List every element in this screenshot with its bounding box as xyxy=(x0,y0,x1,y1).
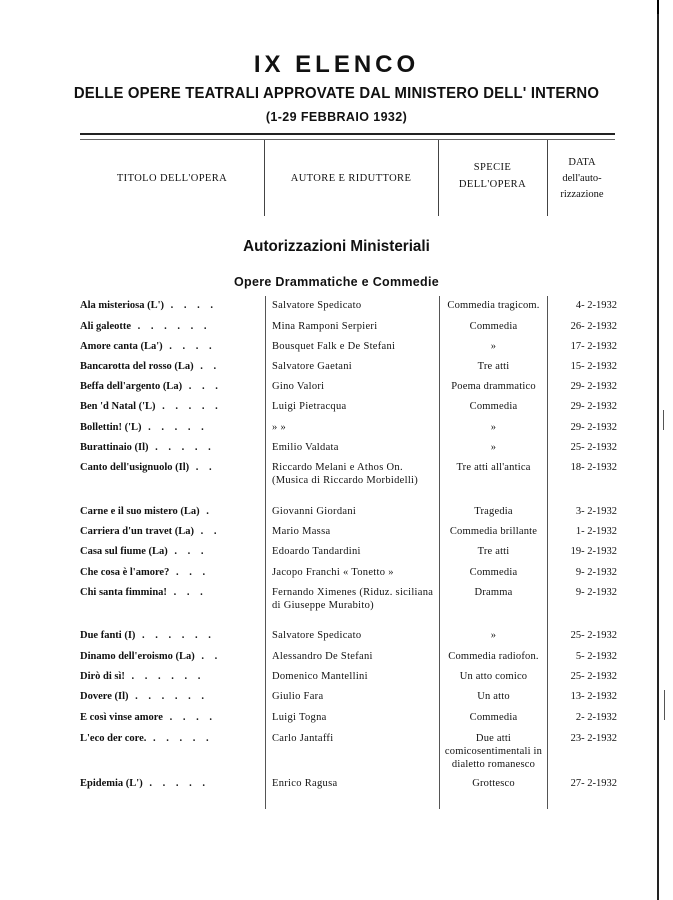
entry-type: Commedia tragicom. xyxy=(447,300,540,311)
column-header-specie-line1: SPECIE xyxy=(473,162,512,173)
entry-type: Tre atti xyxy=(477,361,510,372)
entry-date: 29- 2-1932 xyxy=(570,401,617,412)
leader-dots: . . . . xyxy=(162,341,216,352)
entry-type: Un atto comico xyxy=(459,671,528,682)
entry-type: Tragedia xyxy=(474,506,513,517)
entry-date: 15- 2-1932 xyxy=(570,361,617,372)
entry-type: » xyxy=(490,442,497,453)
entry-author: Salvatore Gaetani xyxy=(272,361,353,372)
entry-title-text: Carriera d'un travet (La) xyxy=(80,526,195,537)
column-divider-type xyxy=(439,296,440,809)
leader-dots: . . xyxy=(194,526,221,537)
entry-title-text: Beffa dell'argento (La) xyxy=(80,381,183,392)
entry-author: Riccardo Melani e Athos On. (Musica di Riccardo Morbidelli) xyxy=(272,462,419,486)
entry-date: 2- 2-1932 xyxy=(575,712,617,723)
column-header-specie xyxy=(438,159,547,193)
leader-dots: . . . . . xyxy=(141,422,208,433)
entry-title xyxy=(80,340,265,353)
entry-author: Giulio Fara xyxy=(272,691,324,702)
entry-title-text: Casa sul fiume (La) xyxy=(80,546,168,557)
entry-title xyxy=(80,360,265,373)
table-header xyxy=(80,140,615,216)
entry-author: Bousquet Falk e De Stefani xyxy=(272,341,396,352)
entry-date: 27- 2-1932 xyxy=(570,778,617,789)
header-rule xyxy=(80,133,615,135)
entry-date: 9- 2-1932 xyxy=(575,587,617,598)
entry-title-text: Che cosa è l'amore? xyxy=(80,567,170,578)
entry-type: » xyxy=(490,422,497,433)
entry-title xyxy=(80,650,265,663)
leader-dots: . . . xyxy=(182,381,222,392)
entry-title-text: Canto dell'usignuolo (Il) xyxy=(80,462,190,473)
entry-title xyxy=(80,777,265,790)
leader-dots: . . xyxy=(189,462,216,473)
entry-title xyxy=(80,545,265,558)
entry-title xyxy=(80,732,265,745)
entry-date: 1- 2-1932 xyxy=(575,526,617,537)
entry-title-text: L'eco der core. xyxy=(80,733,147,744)
entry-type: » xyxy=(490,341,497,352)
entry-author: Domenico Mantellini xyxy=(272,671,368,682)
page-edge-rule xyxy=(657,0,659,900)
entry-date: 17- 2-1932 xyxy=(570,341,617,352)
entry-title xyxy=(80,505,265,518)
leader-dots: . . . . . . xyxy=(131,321,211,332)
leader-dots: . . xyxy=(194,651,222,662)
entry-date: 19- 2-1932 xyxy=(570,546,617,557)
section-subheading: Opere Drammatiche e Commedie xyxy=(234,275,439,289)
entry-type: Poema drammatico xyxy=(451,381,536,392)
entry-date: 25- 2-1932 xyxy=(570,630,617,641)
entry-title-text: Ali galeotte xyxy=(80,321,132,332)
leader-dots: . . . . xyxy=(164,300,217,311)
entry-title-text: Ben 'd Natal ('L) xyxy=(80,401,156,412)
entry-author: Gino Valori xyxy=(272,381,325,392)
entry-date: 23- 2-1932 xyxy=(570,733,617,744)
entry-title-text: Carne e il suo mistero (La) xyxy=(80,506,200,517)
entry-type: Tre atti all'antica xyxy=(456,462,531,473)
entry-title xyxy=(80,525,265,538)
entry-type: Commedia xyxy=(469,712,518,723)
entry-date: 25- 2-1932 xyxy=(570,671,617,682)
leader-dots: . . . xyxy=(166,587,207,598)
leader-dots: . . . . . xyxy=(146,733,213,744)
entry-author: Jacopo Franchi « Tonetto » xyxy=(272,567,394,578)
document-subtitle: DELLE OPERE TEATRALI APPROVATE DAL MINISTERO DELL' INTERNO xyxy=(73,85,600,102)
entry-author: Emilio Valdata xyxy=(272,442,339,453)
entry-title-text: E così vinse amore xyxy=(80,712,163,723)
entry-title-text: Chi santa fimmina! xyxy=(80,587,167,598)
entry-title-text: Epidemia (L') xyxy=(80,778,143,789)
section-heading: Autorizzazioni Ministeriali xyxy=(243,238,430,255)
entry-author: Alessandro De Stefani xyxy=(272,651,373,662)
entry-date: 25- 2-1932 xyxy=(570,442,617,453)
entry-title xyxy=(80,670,265,683)
column-header-autore: AUTORE E RIDUTTORE xyxy=(290,173,412,184)
entry-author: Salvatore Spedicato xyxy=(272,630,362,641)
entry-author: Edoardo Tandardini xyxy=(272,546,361,557)
entry-title xyxy=(80,421,265,434)
entry-type: Grottesco xyxy=(472,778,515,789)
entry-type: Commedia radiofon. xyxy=(448,651,539,662)
entry-title xyxy=(80,629,265,642)
column-divider-author xyxy=(265,296,266,809)
page-mark xyxy=(663,410,664,430)
entry-title xyxy=(80,690,265,703)
entry-title xyxy=(80,711,265,724)
entry-author: Luigi Togna xyxy=(272,712,327,723)
entry-author: Luigi Pietracqua xyxy=(272,401,347,412)
entry-type: » xyxy=(490,630,497,641)
leader-dots: . . . . . . xyxy=(128,691,208,702)
entry-title-text: Dovere (Il) xyxy=(80,691,129,702)
page-mark xyxy=(664,690,665,720)
entry-title xyxy=(80,566,265,579)
entry-type: Tre atti xyxy=(477,546,510,557)
entry-type: Commedia xyxy=(469,401,518,412)
column-divider-date xyxy=(547,296,548,809)
leader-dots: . xyxy=(199,506,213,517)
entry-title xyxy=(80,400,265,413)
entry-author: Mina Ramponi Serpieri xyxy=(272,321,378,332)
entry-date: 13- 2-1932 xyxy=(570,691,617,702)
entry-type: Dramma xyxy=(474,587,513,598)
entry-author: Fernando Ximenes (Riduz. siciliana di Giuseppe Murabito) xyxy=(272,587,434,611)
entry-author: » » xyxy=(272,422,287,433)
entry-title xyxy=(80,299,265,312)
entry-title-text: Dirò di sì! xyxy=(80,671,125,682)
leader-dots: . . . . xyxy=(162,712,216,723)
document-period: (1-29 FEBBRAIO 1932) xyxy=(265,110,408,124)
column-header-data-line1: DATA xyxy=(568,157,596,168)
entry-author: Enrico Ragusa xyxy=(272,778,338,789)
leader-dots: . . xyxy=(193,361,221,372)
entry-date: 9- 2-1932 xyxy=(575,567,617,578)
entry-title xyxy=(80,441,265,454)
entry-title xyxy=(80,586,265,599)
entry-date: 3- 2-1932 xyxy=(575,506,617,517)
entry-type: Commedia xyxy=(469,567,518,578)
entry-title xyxy=(80,461,265,474)
entry-title-text: Bollettin! ('L) xyxy=(80,422,142,433)
entry-date: 29- 2-1932 xyxy=(570,422,617,433)
entry-date: 4- 2-1932 xyxy=(575,300,617,311)
document-number-title: IX ELENCO xyxy=(253,51,420,78)
entry-author: Carlo Jantaffi xyxy=(272,733,334,744)
column-header-data xyxy=(548,155,616,203)
entry-title-text: Burattinaio (Il) xyxy=(80,442,149,453)
entry-title xyxy=(80,380,265,393)
leader-dots: . . . . . . xyxy=(124,671,205,682)
entry-author: Salvatore Spedicato xyxy=(272,300,362,311)
entry-type: Due atti comicosentimentali in dialetto romanesco xyxy=(444,733,543,770)
column-header-data-line3: rizzazione xyxy=(560,189,604,200)
entry-author: Mario Massa xyxy=(272,526,331,537)
entry-title-text: Bancarotta del rosso (La) xyxy=(80,361,194,372)
entry-date: 18- 2-1932 xyxy=(570,462,617,473)
entry-title-text: Ala misteriosa (L') xyxy=(80,300,164,311)
leader-dots: . . . xyxy=(167,546,208,557)
column-header-titolo: TITOLO DELL'OPERA xyxy=(116,173,228,184)
entry-title-text: Due fanti (I) xyxy=(80,630,136,641)
leader-dots: . . . . . xyxy=(155,401,222,412)
entry-title xyxy=(80,320,265,333)
leader-dots: . . . . . . xyxy=(135,630,215,641)
entry-title-text: Amore canta (La') xyxy=(80,341,163,352)
entry-date: 29- 2-1932 xyxy=(570,381,617,392)
leader-dots: . . . xyxy=(169,567,210,578)
column-header-data-line2: dell'auto- xyxy=(562,173,602,184)
entry-title-text: Dinamo dell'eroismo (La) xyxy=(80,651,195,662)
column-header-specie-line2: DELL'OPERA xyxy=(458,179,527,190)
entry-type: Commedia xyxy=(469,321,518,332)
leader-dots: . . . . . xyxy=(148,442,215,453)
entry-type: Commedia brillante xyxy=(449,526,538,537)
entry-type: Un atto xyxy=(477,691,510,702)
entry-date: 26- 2-1932 xyxy=(570,321,617,332)
leader-dots: . . . . . xyxy=(142,778,209,789)
entry-author: Giovanni Giordani xyxy=(272,506,357,517)
entry-date: 5- 2-1932 xyxy=(575,651,617,662)
